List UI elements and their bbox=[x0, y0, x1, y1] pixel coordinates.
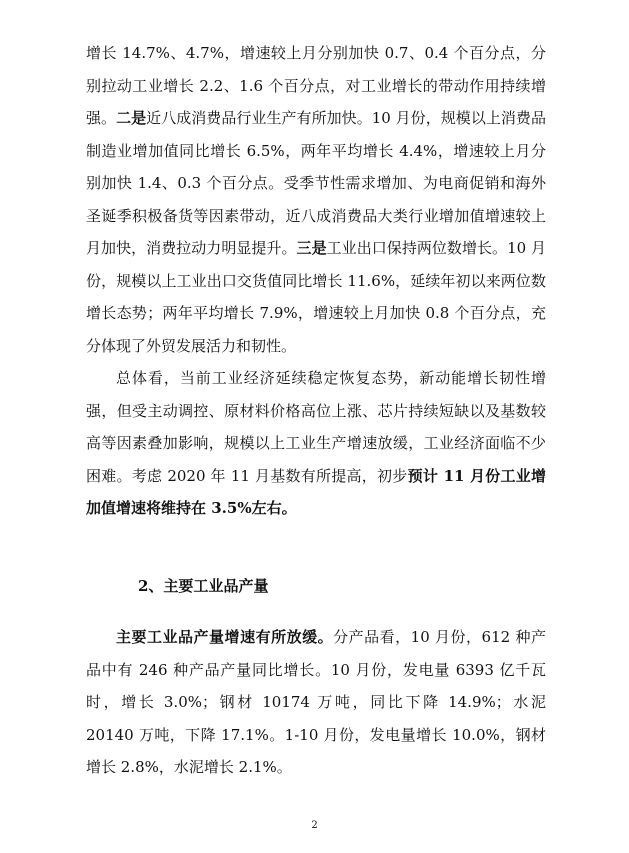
body-text-block bbox=[86, 37, 546, 525]
p3-sentence-1: 分产品看，10 月份，612 种产品中有 246 种产品产量同比增长。10 月份，发电量 6393 亿千瓦时，增长 3.0%；钢材 10174 万吨，同比下降 14.9%；水泥 20140 万吨，下降 17.1%。1-10 月份，发电量增长 10.0%，钢材增长 2.8%，水泥增长 2.1%。 bbox=[86, 628, 546, 776]
p1-bold-third: 三是 bbox=[296, 239, 327, 257]
page-number: 2 bbox=[311, 820, 318, 831]
paragraph-product-output bbox=[86, 621, 546, 784]
paragraph-overall-outlook bbox=[86, 362, 546, 525]
p1-sentence-1: 增长 14.7%、4.7%，增速较上月分别加快 0.7、0.4 个百分点，分别拉动工业增长 2.2、1.6 个百分点，对工业增长的带动作用持续增强。 bbox=[86, 44, 546, 127]
p1-sentence-3: 工业出口保持两位数增长。10 月份，规模以上工业出口交货值同比增长 11.6%，延续年初以来两位数增长态势；两年平均增长 7.9%，增速较上月加快 0.8 个百分点，充分体现了外贸发展活力和韧性。 bbox=[86, 239, 546, 355]
p3-bold-lead: 主要工业品产量增速有所放缓。 bbox=[116, 628, 334, 646]
body-text-block-2 bbox=[86, 621, 546, 784]
p2-sentence-1: 总体看，当前工业经济延续稳定恢复态势，新动能增长韧性增强，但受主动调控、原材料价格高位上涨、芯片持续短缺以及基数较高等因素叠加影响，规模以上工业生产增速放缓，工业经济面临不少困难。考虑 2020 年 11 月基数有所提高，初步 bbox=[86, 369, 546, 485]
p1-bold-second: 二是 bbox=[116, 109, 147, 127]
p2-bold-forecast: 预计 11 月份工业增加值增速将维持在 3.5%左右。 bbox=[86, 466, 546, 517]
section-heading: 2、主要工业品产量 bbox=[138, 577, 269, 595]
paragraph-industry-growth bbox=[86, 37, 546, 362]
p1-sentence-2: 近八成消费品行业生产有所加快。10 月份，规模以上消费品制造业增加值同比增长 6.5%，两年平均增长 4.4%，增速较上月分别加快 1.4、0.3 个百分点。受季节性需求增加、为电商促销和海外圣诞季积极备货等因素带动，近八成消费品大类行业增加值增速较上月加快，消费拉动力明显提升。 bbox=[86, 109, 546, 257]
